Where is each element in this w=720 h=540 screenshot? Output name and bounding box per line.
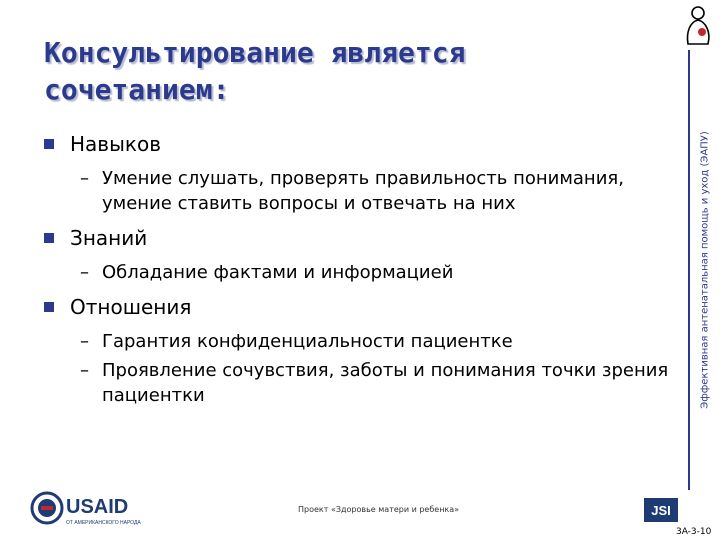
slide-title: [44, 34, 664, 108]
svg-text:USAID: USAID: [66, 496, 129, 518]
square-bullet-icon: [44, 233, 54, 243]
square-bullet-icon: [44, 302, 54, 312]
title-line-2: сочетанием:: [44, 73, 230, 106]
svg-text:ОТ АМЕРИКАНСКОГО НАРОДА: ОТ АМЕРИКАНСКОГО НАРОДА: [66, 520, 141, 526]
svg-text:JSI: JSI: [651, 503, 671, 518]
bullet-knowledge: Знаний: [44, 224, 674, 252]
mother-child-logo-icon: [678, 4, 718, 48]
square-bullet-icon: [44, 139, 54, 149]
usaid-logo: [30, 488, 150, 528]
bullet-skills: Навыков: [44, 130, 674, 158]
bullet-list: [44, 130, 674, 416]
sub-bullet: – Гарантия конфиденциальности пациентке: [80, 331, 513, 352]
bullet-attitudes: Отношения: [44, 293, 674, 321]
sub-bullet: – Обладание фактами и информацией: [80, 262, 454, 283]
title-line-1: Консультирование является: [44, 36, 466, 69]
slide-number: 3A-3-10: [676, 527, 712, 537]
project-caption: Проект «Здоровье матери и ребенка»: [298, 505, 460, 514]
sub-bullet: – Умение слушать, проверять правильность понимания, умение ставить вопросы и отвечать на них: [80, 168, 624, 214]
sub-bullet: – Проявление сочувствия, заботы и понимания точки зрения пациентки: [80, 360, 669, 406]
vertical-divider: [688, 50, 690, 490]
jsi-logo: [644, 498, 678, 522]
